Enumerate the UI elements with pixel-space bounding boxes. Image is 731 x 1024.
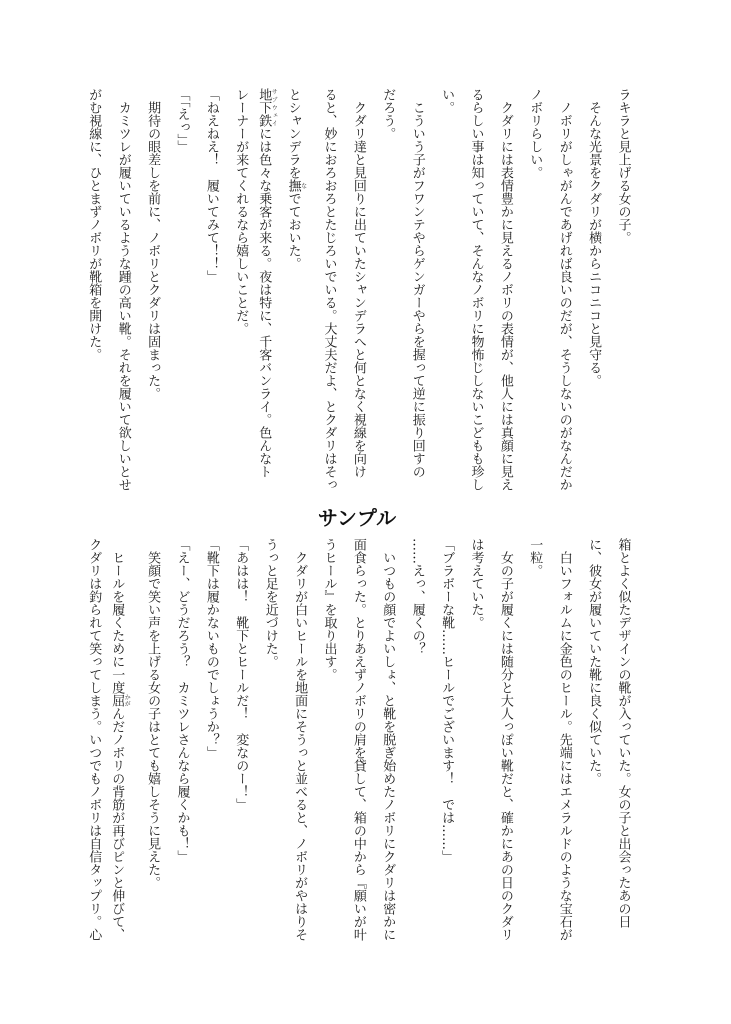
text-column: ノボリらしい。 — [527, 88, 543, 179]
text-column — [256, 88, 278, 478]
ruby-base: 撫 — [285, 179, 301, 192]
ruby-reading: な — [299, 179, 307, 192]
ruby-base: 屈 — [109, 694, 125, 707]
text-column: だろう。 — [380, 88, 396, 140]
text-column: ……えっ、履くの？ — [409, 538, 425, 655]
text-column: ると、妙におろおろとたじろいでいる。大丈夫だよ、とクダリはそっ — [321, 88, 337, 491]
text-column: 笑顔で笑い声を上げる女の子はとても嬉しそうに見えた。 — [145, 538, 161, 889]
text-column: 箱とよく似たデザインの靴が入っていた。女の子と出会ったあの日 — [615, 538, 631, 928]
ruby-annotation — [109, 694, 131, 707]
text-column: い。 — [439, 88, 455, 114]
text-column: クダリが白いヒールを地面にそうっと並べると、ノボリがやはりそ — [292, 538, 308, 941]
text-segment: んだノボリの背筋が再びピンと伸びて、 — [109, 707, 125, 941]
text-column: は考えていた。 — [468, 538, 484, 629]
text-column — [109, 538, 131, 941]
text-column: 面食らった。とりあえずノボリの肩を貸して、箱の中から『願いが叶 — [350, 538, 366, 941]
text-column: クダリには表情豊かに見えるノボリの表情が、他人には真顔に見え — [497, 88, 513, 491]
ruby-annotation — [256, 88, 278, 127]
ruby-reading: サブウェイ — [270, 88, 278, 127]
text-column: るらしい事は知っていて、そんなノボリに物怖じしないこどもも珍し — [468, 88, 484, 491]
text-column: そんな光景をクダリが横からニコニコと見守る。 — [586, 88, 602, 387]
text-column: に、彼女が履いていた靴に良く似ていた。 — [586, 538, 602, 785]
text-column: 「ねえねえ！ 履いてみて！！」 — [203, 88, 219, 283]
ruby-reading: かが — [123, 694, 131, 707]
text-column: うヒール』を取り出す。 — [321, 538, 337, 681]
text-column: こういう子がフワンテやらゲンガーやらを握って逆に振り回すの — [409, 88, 425, 478]
text-column: ノボリがしゃがんであげれば良いのだが、そうしないのがなんだか — [556, 88, 572, 491]
text-column: 「ブラボーな靴……ヒールでございます！ では……」 — [439, 538, 455, 863]
text-column: 期待の眼差しを前に、ノボリとクダリは固まった。 — [145, 88, 161, 400]
text-column: クダリ達と見回りに出ていたシャンデラへと何となく視線を向け — [350, 88, 366, 478]
text-column: いつもの顔でよいしょ、と靴を脱ぎ始めたノボリにクダリは密かに — [380, 538, 396, 941]
text-column: 「「えっ」」 — [174, 88, 190, 153]
text-column: 女の子が履くには随分と大人っぽい靴だと、確かにあの日のクダリ — [497, 538, 513, 941]
text-column: 白いフォルムに金色のヒール。先端にはエメラルドのような宝石が — [556, 538, 572, 941]
ruby-annotation — [285, 179, 307, 192]
text-column: 「えー、どうだろう？ カミツレさんなら履くかも！」 — [174, 538, 190, 863]
text-column: クダリは釣られて笑ってしまう。いつでもノボリは自信タップリ。心 — [86, 538, 102, 941]
text-segment: ヒールを履くために一度 — [109, 538, 125, 694]
text-column: うっと足を近づけた。 — [262, 538, 278, 668]
text-column: 「靴下は履かないものでしょうか？」 — [203, 538, 219, 759]
text-column — [285, 88, 307, 270]
text-column: がむ視線に、ひとまずノボリが靴箱を開けた。 — [86, 88, 102, 361]
text-column: ラキラと見上げる女の子。 — [615, 88, 631, 244]
ruby-base: 地下鉄 — [256, 88, 272, 127]
text-column: カミツレが履いているような踵の高い靴。それを履いて欲しいとせ — [115, 88, 131, 491]
sample-watermark-title: サンプル — [317, 506, 397, 530]
text-column: レーナーが来てくれるなら嬉しいことだ。 — [233, 88, 249, 335]
text-column: 一粒。 — [527, 538, 543, 577]
text-segment: とシャンデラを — [285, 88, 301, 179]
text-segment: には色々な乗客が来る。夜は特に、千客バンライ。色んなト — [256, 127, 272, 478]
text-segment: でておいた。 — [285, 192, 301, 270]
text-column: 「あはは！ 靴下とヒールだ！ 変なのー！」 — [233, 538, 249, 811]
